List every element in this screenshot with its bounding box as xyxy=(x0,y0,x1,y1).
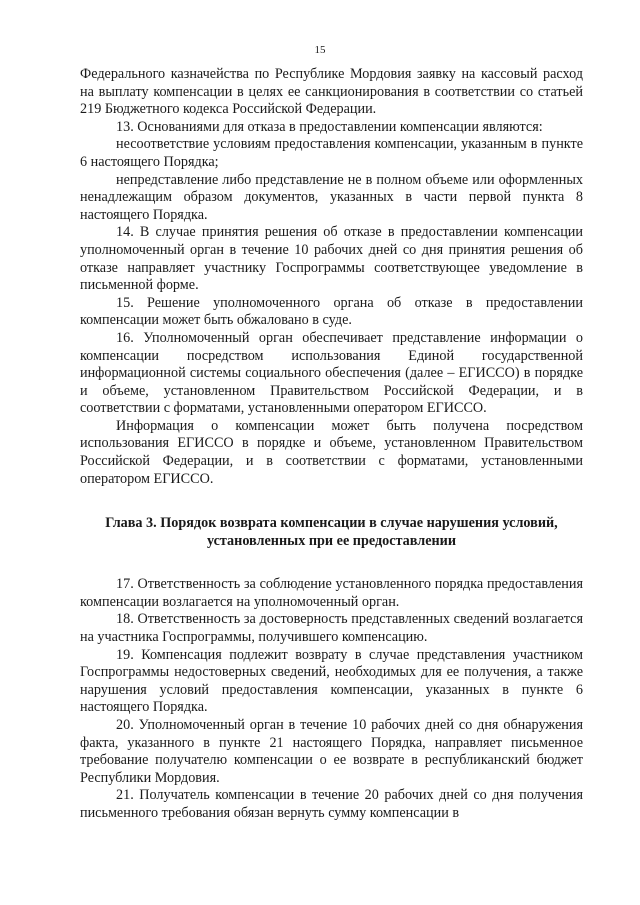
paragraph: 15. Решение уполномоченного органа об отказе в предоставлении компенсации может быть обжаловано в суде. xyxy=(80,294,583,329)
chapter-title-line-2: установленных при ее предоставлении xyxy=(206,533,457,550)
paragraph: 17. Ответственность за соблюдение установленного порядка предоставления компенсации возлагается на уполномоченный орган. xyxy=(80,576,583,610)
paragraph: 21. Получатель компенсации в течение 20 рабочих дней со дня получения письменного требования обязан вернуть сумму компенсации в xyxy=(80,787,583,821)
page-number: 15 xyxy=(314,44,326,56)
chapter-title-line-1: Глава 3. Порядок возврата компенсации в случае нарушения условий, xyxy=(105,515,558,532)
paragraph: 18. Ответственность за достоверность представленных сведений возлагается на участника Госпрограммы, получившего компенсацию. xyxy=(80,611,583,646)
section-gap xyxy=(80,550,583,576)
paragraph: 19. Компенсация подлежит возврату в случае представления участником Госпрограммы недостоверных сведений, необходимых для ее получения, а также нарушения условий предоставления компенсации, указанных в пункте 6 настоящего Порядка. xyxy=(80,646,583,716)
paragraphs-after-chapter xyxy=(80,576,583,822)
paragraph: Информация о компенсации может быть получена посредством использования ЕГИССО в порядке и объеме, установленном Правительством Российской Федерации, и в соответствии с форматами, установленными оператором ЕГИССО. xyxy=(80,417,583,487)
paragraph: Федерального казначейства по Республике Мордовия заявку на кассовый расход на выплату компенсации в целях ее санкционирования в соответствии со статьей 219 Бюджетного кодекса Российской Федерации. xyxy=(80,66,583,118)
chapter-title xyxy=(80,514,583,550)
paragraph: несоответствие условиям предоставления компенсации, указанным в пункте 6 настоящего Порядка; xyxy=(80,136,583,170)
paragraphs-before-chapter xyxy=(80,66,583,488)
paragraph: непредставление либо представление не в полном объеме или оформленных ненадлежащим образом документов, указанных в части первой пункта 8 настоящего Порядка. xyxy=(80,171,583,223)
paragraph: 14. В случае принятия решения об отказе в предоставлении компенсации уполномоченный орган в течение 10 рабочих дней со дня принятия решения об отказе направляет участнику Госпрограммы соответствующее уведомление в письменной форме. xyxy=(80,224,583,294)
paragraph: 16. Уполномоченный орган обеспечивает представление информации о компенсации посредством использования Единой государственной информационной системы социального обеспечения (далее – ЕГИССО) в порядке и объеме, установленном Правительством Российской Федерации, и в соответствии с форматами, установленными оператором ЕГИССО. xyxy=(80,329,583,417)
paragraph: 20. Уполномоченный орган в течение 10 рабочих дней со дня обнаружения факта, указанного в пункте 21 настоящего Порядка, направляет письменное требование получателю компенсации о ее возврате в республиканский бюджет Республики Мордовия. xyxy=(80,717,583,786)
document-body xyxy=(80,66,583,823)
paragraph: 13. Основаниями для отказа в предоставлении компенсации являются: xyxy=(116,118,543,135)
